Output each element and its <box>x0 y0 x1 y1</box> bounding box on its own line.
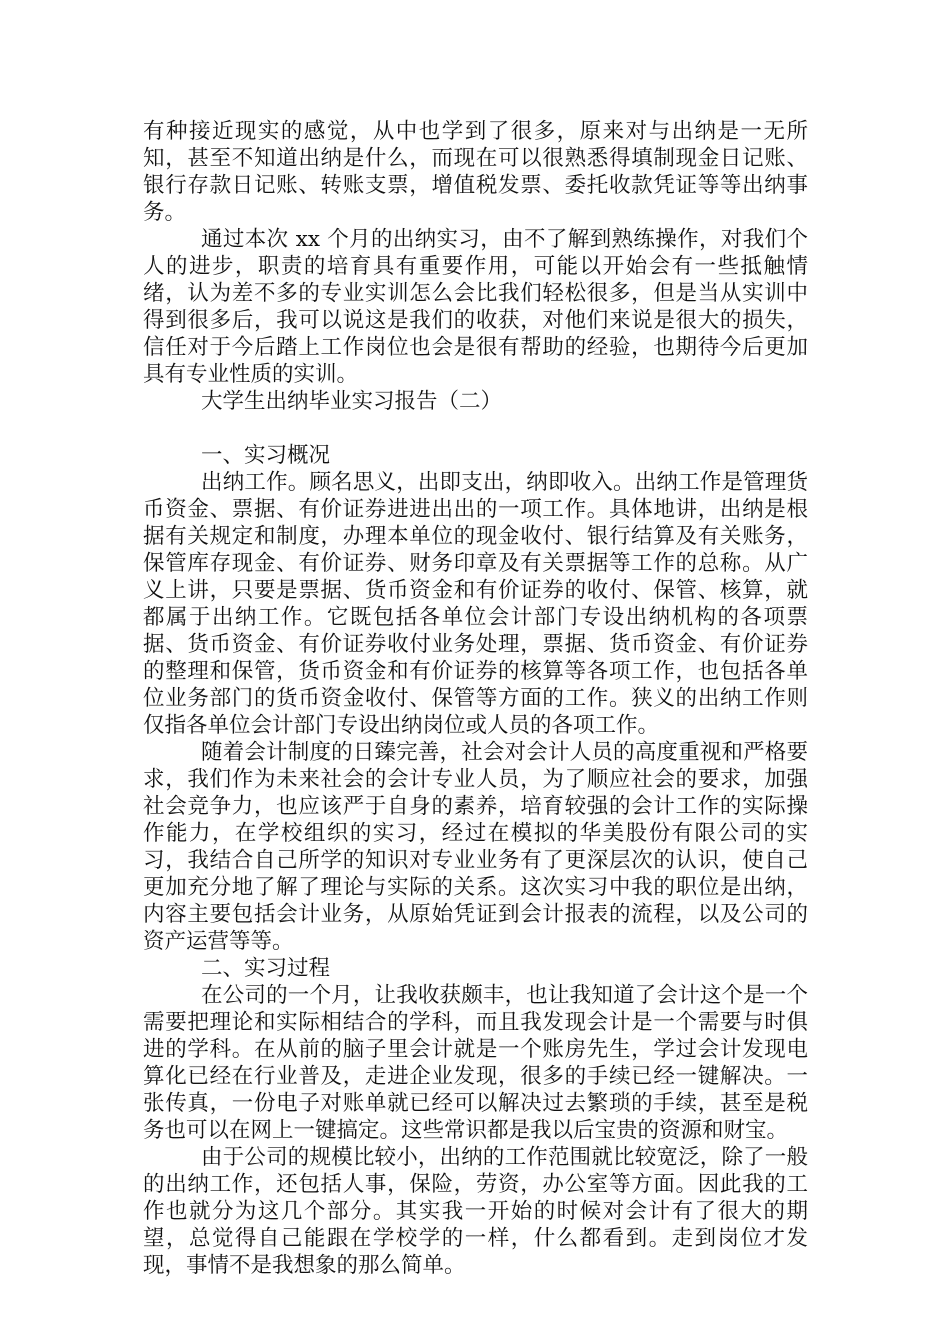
paragraph-continuation: 有种接近现实的感觉，从中也学到了很多，原来对与出纳是一无所知，甚至不知道出纳是什么，而现在可以很熟悉得填制现金日记账、银行存款日记账、转账支票，增值税发票、委托收款凭证等等出纳事务。 <box>143 119 808 225</box>
paragraph-cashier-definition: 出纳工作。顾名思义，出即支出，纳即收入。出纳工作是管理货币资金、票据、有价证券进进出出的一项工作。具体地讲，出纳是根据有关规定和制度，办理本单位的现金收付、银行结算及有关账务，保管库存现金、有价证券、财务印章及有关票据等工作的总称。从广义上讲，只要是票据、货币资金和有价证券的收付、保管、核算，就都属于出纳工作。它既包括各单位会计部门专设出纳机构的各项票据、货币资金、有价证券收付业务处理，票据、货币资金、有价证券的整理和保管，货币资金和有价证券的核算等各项工作，也包括各单位业务部门的货币资金收付、保管等方面的工作。狭义的出纳工作则仅指各单位会计部门专设出纳岗位或人员的各项工作。 <box>143 470 808 738</box>
paragraph-accounting-system: 随着会计制度的日臻完善，社会对会计人员的高度重视和严格要求，我们作为未来社会的会计专业人员，为了顺应社会的要求，加强社会竞争力，也应该严于自身的素养，培育较强的会计工作的实际操作能力，在学校组织的实习，经过在模拟的华美股份有限公司的实习，我结合自己所学的知识对专业业务有了更深层次的认识，使自己更加充分地了解了理论与实际的关系。这次实习中我的职位是出纳，内容主要包括会计业务，从原始凭证到会计报表的流程，以及公司的资产运营等等。 <box>143 740 808 954</box>
paragraph-company-scale: 由于公司的规模比较小，出纳的工作范围就比较宽泛，除了一般的出纳工作，还包括人事，保险，劳资，办公室等方面。因此我的工作也就分为这几个部分。其实我一开始的时候对会计有了很大的期望，总觉得自己能跟在学校学的一样，什么都看到。走到岗位才发现，事情不是我想象的那么简单。 <box>143 1145 808 1278</box>
report-subtitle: 大学生出纳毕业实习报告（二） <box>201 389 503 414</box>
section-heading-process: 二、实习过程 <box>201 956 331 981</box>
paragraph-company-month: 在公司的一个月，让我收获颇丰，也让我知道了会计这个是一个需要把理论和实际相结合的学科，而且我发现会计是一个需要与时俱进的学科。在从前的脑子里会计就是一个账房先生，学过会计发现电算化已经在行业普及，走进企业发现，很多的手续已经一键解决。一张传真，一份电子对账单就已经可以解决过去繁琐的手续，甚至是税务也可以在网上一键搞定。这些常识都是我以后宝贵的资源和财宝。 <box>143 983 808 1143</box>
document-page <box>143 118 808 1279</box>
blank-line <box>143 415 808 442</box>
paragraph-internship-summary: 通过本次 xx 个月的出纳实习，由不了解到熟练操作，对我们个人的进步，职责的培育具有重要作用，可能以开始会有一些抵触情绪，认为差不多的专业实训怎么会比我们轻松很多，但是当从实训中得到很多后，我可以说这是我们的收获，对他们来说是很大的损失，信任对于今后踏上工作岗位也会是很有帮助的经验，也期待今后更加具有专业性质的实训。 <box>143 227 808 387</box>
section-heading-overview: 一、实习概况 <box>201 443 331 468</box>
